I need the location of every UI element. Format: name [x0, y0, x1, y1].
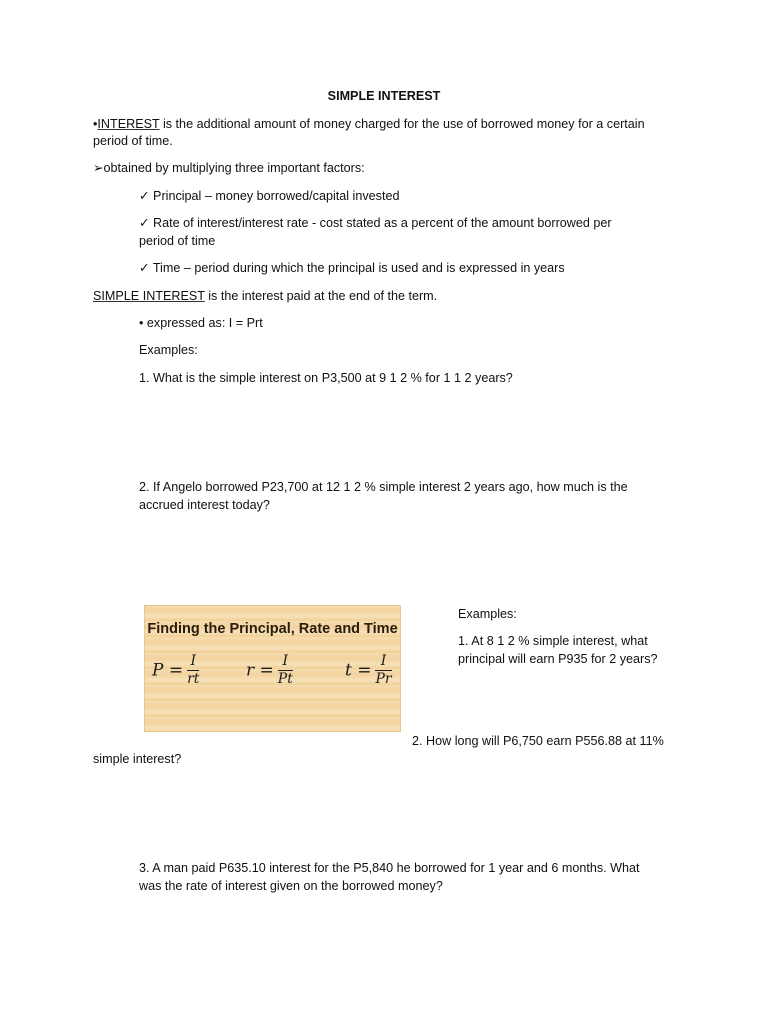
interest-term: INTEREST: [97, 117, 160, 131]
example-2b-line1: 2. How long will P6,750 earn P556.88 at 11%: [412, 734, 664, 748]
simple-interest-text: is the interest paid at the end of the term.: [204, 289, 438, 303]
example-3-line1: 3. A man paid P635.10 interest for the P5,840 he borrowed for 1 year and 6 months. What: [139, 861, 640, 875]
interest-definition-line2: period of time.: [93, 134, 173, 148]
factors-intro: ➢obtained by multiplying three important factors:: [93, 161, 365, 175]
formula-image: [144, 605, 401, 732]
formula-line: • expressed as: I = Prt: [139, 316, 263, 330]
time-formula: t = $\frac{I}{Pr}$: [345, 653, 392, 687]
interest-definition-text: is the additional amount of money charged for the use of borrowed money for a certain: [159, 117, 645, 131]
formula-image-title: Finding the Principal, Rate and Time: [147, 621, 398, 637]
factor-rate-line1: ✓ Rate of interest/interest rate - cost stated as a percent of the amount borrowed per: [139, 216, 612, 230]
principal-formula: P = $\frac{I}{rt}$: [152, 653, 200, 687]
simple-interest-term: SIMPLE INTEREST: [93, 289, 205, 303]
factor-principal: ✓ Principal – money borrowed/capital invested: [139, 189, 400, 203]
examples-label: Examples:: [139, 343, 198, 357]
page-title: SIMPLE INTEREST: [327, 89, 441, 103]
example-3-line2: was the rate of interest given on the borrowed money?: [139, 879, 443, 893]
interest-definition-line1: [93, 115, 645, 133]
right-example-1-line2: principal will earn P935 for 2 years?: [458, 652, 658, 666]
example-1: 1. What is the simple interest on P3,500 at 9 1 2 % for 1 1 2 years?: [139, 371, 513, 385]
example-2-line1: 2. If Angelo borrowed P23,700 at 12 1 2 % simple interest 2 years ago, how much is the: [139, 480, 628, 494]
example-2-line2: accrued interest today?: [139, 498, 270, 512]
bullet: •: [93, 117, 98, 131]
factor-rate-line2: period of time: [139, 234, 216, 248]
simple-interest-definition: [93, 287, 437, 305]
factor-time: ✓ Time – period during which the principal is used and is expressed in years: [139, 261, 565, 275]
rate-formula: r = $\frac{I}{Pt}$: [246, 653, 293, 687]
right-example-1-line1: 1. At 8 1 2 % simple interest, what: [458, 634, 648, 648]
right-examples-label: Examples:: [458, 607, 517, 621]
example-2b-line2: simple interest?: [93, 752, 182, 766]
